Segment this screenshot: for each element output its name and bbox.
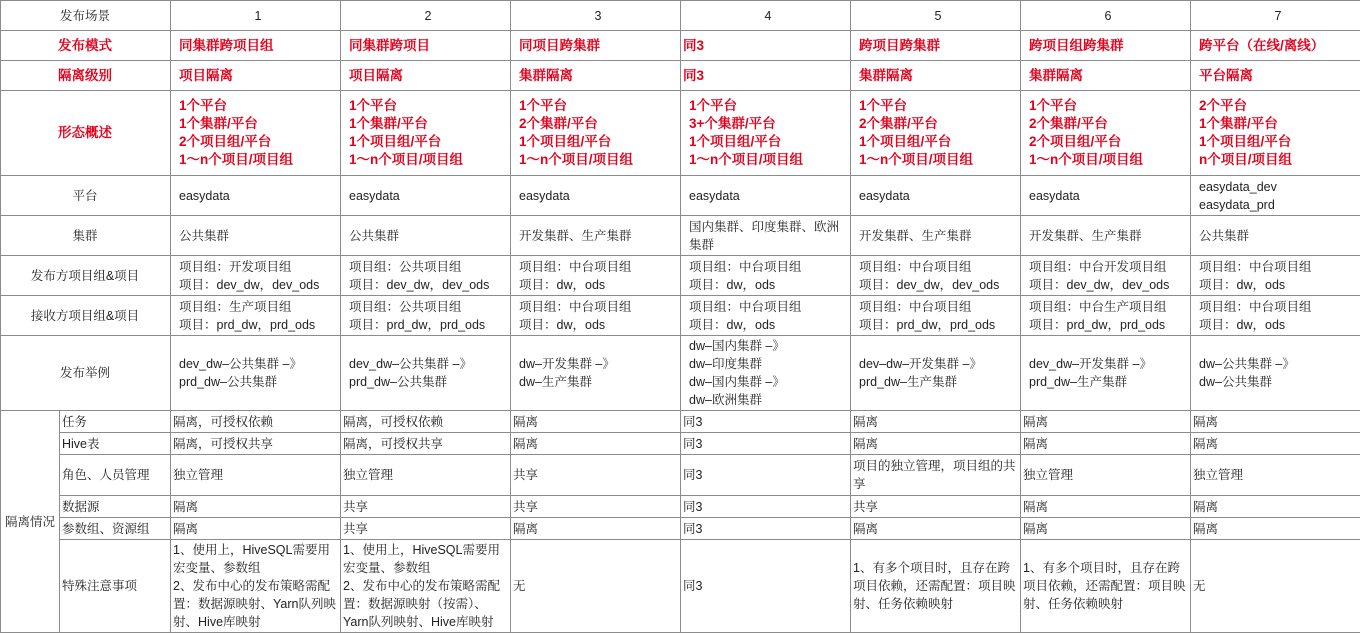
mode-cell: 同3 <box>681 31 851 61</box>
platform-cell <box>511 176 681 216</box>
publisher-projects: 项目：dev_dw，dev_ods <box>349 277 490 292</box>
form-line: 1个项目组/平台 <box>519 134 612 149</box>
publisher-group: 项目组：中台开发项目组 <box>1029 259 1167 274</box>
example-line: dev–dw–开发集群 –》 <box>859 357 982 371</box>
platform-cell <box>1191 176 1360 216</box>
receiver-group: 项目组：公共项目组 <box>349 299 462 314</box>
form-line: 2个项目组/平台 <box>179 134 272 149</box>
form-label: 形态概述 <box>1 91 171 176</box>
isolation-row-task <box>1 411 1360 433</box>
publisher-group: 项目组：中台项目组 <box>689 259 802 274</box>
receiver-projects: 项目：prd_dw，prd_ods <box>349 317 486 332</box>
receiver-group: 项目组：生产项目组 <box>179 299 292 314</box>
example-line: dev_dw–开发集群 –》 <box>1029 357 1152 371</box>
form-line: n个项目/项目组 <box>1199 152 1293 167</box>
publisher-cell <box>1191 256 1360 296</box>
isolation-cell: 隔离，可授权共享 <box>171 433 341 455</box>
isolation-cell: 共享 <box>341 518 511 540</box>
example-row <box>1 336 1360 411</box>
isolation-cell: 独立管理 <box>1021 455 1191 496</box>
receiver-cell <box>511 296 681 336</box>
form-line: 1个项目组/平台 <box>349 134 442 149</box>
receiver-row <box>1 296 1360 336</box>
example-cell <box>341 336 511 411</box>
header-corner-cell: 发布场景 <box>1 1 171 31</box>
platform-value: easydata <box>519 188 570 203</box>
receiver-projects: 项目：dw，ods <box>689 317 776 332</box>
publisher-group: 项目组：开发项目组 <box>179 259 292 274</box>
publisher-group: 项目组：中台项目组 <box>859 259 972 274</box>
form-cell <box>171 91 341 176</box>
level-cell: 项目隔离 <box>341 61 511 91</box>
form-cell <box>341 91 511 176</box>
isolation-notes-cell: 1、使用上，HiveSQL需要用宏变量、参数组 2、发布中心的发布策略需配置：数据源映射（按需）、Yarn队列映射、Hive库映射 <box>341 540 511 633</box>
example-line: dw–公共集群 –》 <box>1199 357 1295 371</box>
receiver-projects: 项目：dw，ods <box>1199 317 1286 332</box>
isolation-cell: 隔离 <box>1191 518 1360 540</box>
form-line: 2个项目组/平台 <box>1029 134 1122 149</box>
form-line: 1～n个项目/项目组 <box>179 152 294 167</box>
level-row <box>1 61 1360 91</box>
isolation-cell: 独立管理 <box>1191 455 1360 496</box>
isolation-cell: 隔离 <box>1021 433 1191 455</box>
form-line: 1个项目组/平台 <box>689 134 782 149</box>
receiver-cell <box>851 296 1021 336</box>
form-line: 1～n个项目/项目组 <box>859 152 974 167</box>
isolation-cell: 同3 <box>681 496 851 518</box>
example-label: 发布举例 <box>1 336 171 411</box>
isolation-cell: 隔离 <box>851 411 1021 433</box>
level-cell: 集群隔离 <box>1021 61 1191 91</box>
example-cell <box>851 336 1021 411</box>
mode-label: 发布模式 <box>1 31 171 61</box>
isolation-cell: 隔离 <box>851 433 1021 455</box>
isolation-cell: 同3 <box>681 433 851 455</box>
isolation-cell: 共享 <box>341 496 511 518</box>
isolation-cell: 隔离 <box>1191 496 1360 518</box>
form-line: 1～n个项目/项目组 <box>689 152 804 167</box>
receiver-cell <box>1191 296 1360 336</box>
isolation-cell: 同3 <box>681 518 851 540</box>
receiver-cell <box>341 296 511 336</box>
isolation-row-label: 角色、人员管理 <box>60 455 171 496</box>
isolation-cell: 共享 <box>511 455 681 496</box>
isolation-cell: 隔离 <box>1191 433 1360 455</box>
publisher-label: 发布方项目组&项目 <box>1 256 171 296</box>
isolation-row-datasource <box>1 496 1360 518</box>
example-cell <box>171 336 341 411</box>
example-line: dw–欧洲集群 <box>689 393 762 407</box>
example-line: dw–国内集群 –》 <box>689 339 785 353</box>
receiver-projects: 项目：prd_dw，prd_ods <box>859 317 996 332</box>
mode-cell: 跨项目组跨集群 <box>1021 31 1191 61</box>
receiver-group: 项目组：中台生产项目组 <box>1029 299 1167 314</box>
publisher-projects: 项目：dw，ods <box>1199 277 1286 292</box>
level-cell: 项目隔离 <box>171 61 341 91</box>
isolation-cell: 隔离，可授权共享 <box>341 433 511 455</box>
platform-value: easydata <box>349 188 400 203</box>
platform-value: easydata_prd <box>1199 197 1275 212</box>
header-col-3: 3 <box>511 1 681 31</box>
form-line: 1个平台 <box>349 98 398 113</box>
publisher-group: 项目组：公共项目组 <box>349 259 462 274</box>
form-line: 2个集群/平台 <box>519 116 598 131</box>
publisher-group: 项目组：中台项目组 <box>1199 259 1312 274</box>
platform-value: easydata <box>859 188 910 203</box>
publisher-row <box>1 256 1360 296</box>
isolation-row-roles <box>1 455 1360 496</box>
header-col-4: 4 <box>681 1 851 31</box>
isolation-cell: 独立管理 <box>171 455 341 496</box>
receiver-group: 项目组：中台项目组 <box>859 299 972 314</box>
publisher-cell <box>511 256 681 296</box>
example-cell <box>511 336 681 411</box>
isolation-cell: 隔离 <box>851 518 1021 540</box>
publisher-projects: 项目：dev_dw，dev_ods <box>859 277 1000 292</box>
mode-cell: 同集群跨项目 <box>341 31 511 61</box>
platform-cell <box>851 176 1021 216</box>
platform-cell <box>681 176 851 216</box>
example-line: dev_dw–公共集群 –》 <box>349 357 472 371</box>
platform-value: easydata <box>179 188 230 203</box>
platform-value: easydata <box>689 188 740 203</box>
form-cell <box>1021 91 1191 176</box>
level-cell: 集群隔离 <box>851 61 1021 91</box>
isolation-row-hive <box>1 433 1360 455</box>
form-line: 1～n个项目/项目组 <box>519 152 634 167</box>
publisher-projects: 项目：dev_dw，dev_ods <box>179 277 320 292</box>
form-cell <box>511 91 681 176</box>
example-cell <box>1191 336 1360 411</box>
level-label: 隔离级别 <box>1 61 171 91</box>
isolation-cell: 隔离 <box>511 518 681 540</box>
platform-value: easydata_dev <box>1199 179 1277 194</box>
form-line: 1个集群/平台 <box>1199 116 1278 131</box>
publisher-cell <box>171 256 341 296</box>
publisher-group: 项目组：中台项目组 <box>519 259 632 274</box>
cluster-row <box>1 216 1360 256</box>
mode-cell: 跨项目跨集群 <box>851 31 1021 61</box>
receiver-cell <box>171 296 341 336</box>
example-line: prd_dw–生产集群 <box>859 375 957 389</box>
example-line: prd_dw–公共集群 <box>179 375 277 389</box>
form-line: 1个平台 <box>859 98 908 113</box>
receiver-cell <box>1021 296 1191 336</box>
receiver-group: 项目组：中台项目组 <box>519 299 632 314</box>
form-cell <box>851 91 1021 176</box>
mode-cell: 同集群跨项目组 <box>171 31 341 61</box>
platform-cell <box>171 176 341 216</box>
isolation-notes-cell: 无 <box>1191 540 1360 633</box>
isolation-cell: 隔离 <box>1191 411 1360 433</box>
isolation-cell: 隔离 <box>1021 496 1191 518</box>
receiver-label: 接收方项目组&项目 <box>1 296 171 336</box>
cluster-cell: 开发集群、生产集群 <box>1021 216 1191 256</box>
mode-cell: 同项目跨集群 <box>511 31 681 61</box>
form-line: 2个平台 <box>1199 98 1248 113</box>
isolation-cell: 共享 <box>851 496 1021 518</box>
isolation-notes-cell: 无 <box>511 540 681 633</box>
isolation-group-label: 隔离情况 <box>1 411 60 633</box>
form-cell <box>1191 91 1360 176</box>
isolation-row-label: 参数组、资源组 <box>60 518 171 540</box>
isolation-row-label: 任务 <box>60 411 171 433</box>
isolation-cell: 隔离，可授权依赖 <box>171 411 341 433</box>
form-line: 2个集群/平台 <box>859 116 938 131</box>
form-line: 1个项目组/平台 <box>859 134 952 149</box>
form-line: 1～n个项目/项目组 <box>349 152 464 167</box>
publisher-cell <box>851 256 1021 296</box>
isolation-cell: 隔离 <box>1021 411 1191 433</box>
isolation-cell: 隔离 <box>171 496 341 518</box>
isolation-cell: 隔离 <box>511 411 681 433</box>
cluster-label: 集群 <box>1 216 171 256</box>
platform-cell <box>341 176 511 216</box>
isolation-row-label: Hive表 <box>60 433 171 455</box>
form-line: 1个集群/平台 <box>179 116 258 131</box>
cluster-cell: 开发集群、生产集群 <box>851 216 1021 256</box>
form-line: 2个集群/平台 <box>1029 116 1108 131</box>
form-line: 1个项目组/平台 <box>1199 134 1292 149</box>
mode-row <box>1 31 1360 61</box>
isolation-cell: 隔离 <box>1021 518 1191 540</box>
form-line: 3+个集群/平台 <box>689 116 776 131</box>
example-line: dw–开发集群 –》 <box>519 357 615 371</box>
isolation-cell: 同3 <box>681 411 851 433</box>
isolation-notes-cell: 1、有多个项目时，且存在跨项目依赖，还需配置：项目映射、任务依赖映射 <box>851 540 1021 633</box>
cluster-cell: 公共集群 <box>1191 216 1360 256</box>
cluster-cell: 公共集群 <box>341 216 511 256</box>
level-cell: 集群隔离 <box>511 61 681 91</box>
receiver-group: 项目组：中台项目组 <box>1199 299 1312 314</box>
form-line: 1个平台 <box>179 98 228 113</box>
isolation-cell: 隔离 <box>171 518 341 540</box>
platform-row <box>1 176 1360 216</box>
isolation-cell: 同3 <box>681 455 851 496</box>
example-line: dw–印度集群 <box>689 357 762 371</box>
form-line: 1个平台 <box>1029 98 1078 113</box>
header-col-7: 7 <box>1191 1 1360 31</box>
isolation-row-label: 数据源 <box>60 496 171 518</box>
level-cell: 同3 <box>681 61 851 91</box>
isolation-row-notes <box>1 540 1360 633</box>
cluster-cell: 国内集群、印度集群、欧洲集群 <box>681 216 851 256</box>
isolation-row-params <box>1 518 1360 540</box>
form-line: 1个平台 <box>689 98 738 113</box>
platform-label: 平台 <box>1 176 171 216</box>
receiver-cell <box>681 296 851 336</box>
example-line: dw–国内集群 –》 <box>689 375 785 389</box>
example-line: prd_dw–公共集群 <box>349 375 447 389</box>
platform-value: easydata <box>1029 188 1080 203</box>
isolation-cell: 项目的独立管理，项目组的共享 <box>851 455 1021 496</box>
isolation-cell: 共享 <box>511 496 681 518</box>
header-col-2: 2 <box>341 1 511 31</box>
cluster-cell: 公共集群 <box>171 216 341 256</box>
form-row <box>1 91 1360 176</box>
receiver-projects: 项目：prd_dw，prd_ods <box>179 317 316 332</box>
isolation-notes-cell: 1、有多个项目时，且存在跨项目依赖，还需配置：项目映射、任务依赖映射 <box>1021 540 1191 633</box>
example-line: dev_dw–公共集群 –》 <box>179 357 302 371</box>
platform-cell <box>1021 176 1191 216</box>
isolation-notes-cell: 同3 <box>681 540 851 633</box>
receiver-projects: 项目：prd_dw，prd_ods <box>1029 317 1166 332</box>
receiver-group: 项目组：中台项目组 <box>689 299 802 314</box>
level-cell: 平台隔离 <box>1191 61 1360 91</box>
isolation-notes-cell: 1、使用上，HiveSQL需要用宏变量、参数组 2、发布中心的发布策略需配置：数据源映射、Yarn队列映射、Hive库映射 <box>171 540 341 633</box>
form-cell <box>681 91 851 176</box>
publisher-projects: 项目：dw，ods <box>689 277 776 292</box>
example-line: prd_dw–生产集群 <box>1029 375 1127 389</box>
example-line: dw–公共集群 <box>1199 375 1272 389</box>
header-col-5: 5 <box>851 1 1021 31</box>
form-line: 1个平台 <box>519 98 568 113</box>
publisher-cell <box>681 256 851 296</box>
publisher-cell <box>341 256 511 296</box>
receiver-projects: 项目：dw，ods <box>519 317 606 332</box>
header-col-6: 6 <box>1021 1 1191 31</box>
isolation-cell: 隔离 <box>511 433 681 455</box>
isolation-cell: 独立管理 <box>341 455 511 496</box>
publisher-projects: 项目：dw，ods <box>519 277 606 292</box>
isolation-cell: 隔离，可授权依赖 <box>341 411 511 433</box>
header-row <box>1 1 1360 31</box>
publisher-projects: 项目：dev_dw，dev_ods <box>1029 277 1170 292</box>
mode-cell: 跨平台（在线/离线） <box>1191 31 1360 61</box>
cluster-cell: 开发集群、生产集群 <box>511 216 681 256</box>
example-cell <box>681 336 851 411</box>
form-line: 1个集群/平台 <box>349 116 428 131</box>
example-line: dw–生产集群 <box>519 375 592 389</box>
publisher-cell <box>1021 256 1191 296</box>
isolation-row-label: 特殊注意事项 <box>60 540 171 633</box>
form-line: 1～n个项目/项目组 <box>1029 152 1144 167</box>
header-col-1: 1 <box>171 1 341 31</box>
example-cell <box>1021 336 1191 411</box>
